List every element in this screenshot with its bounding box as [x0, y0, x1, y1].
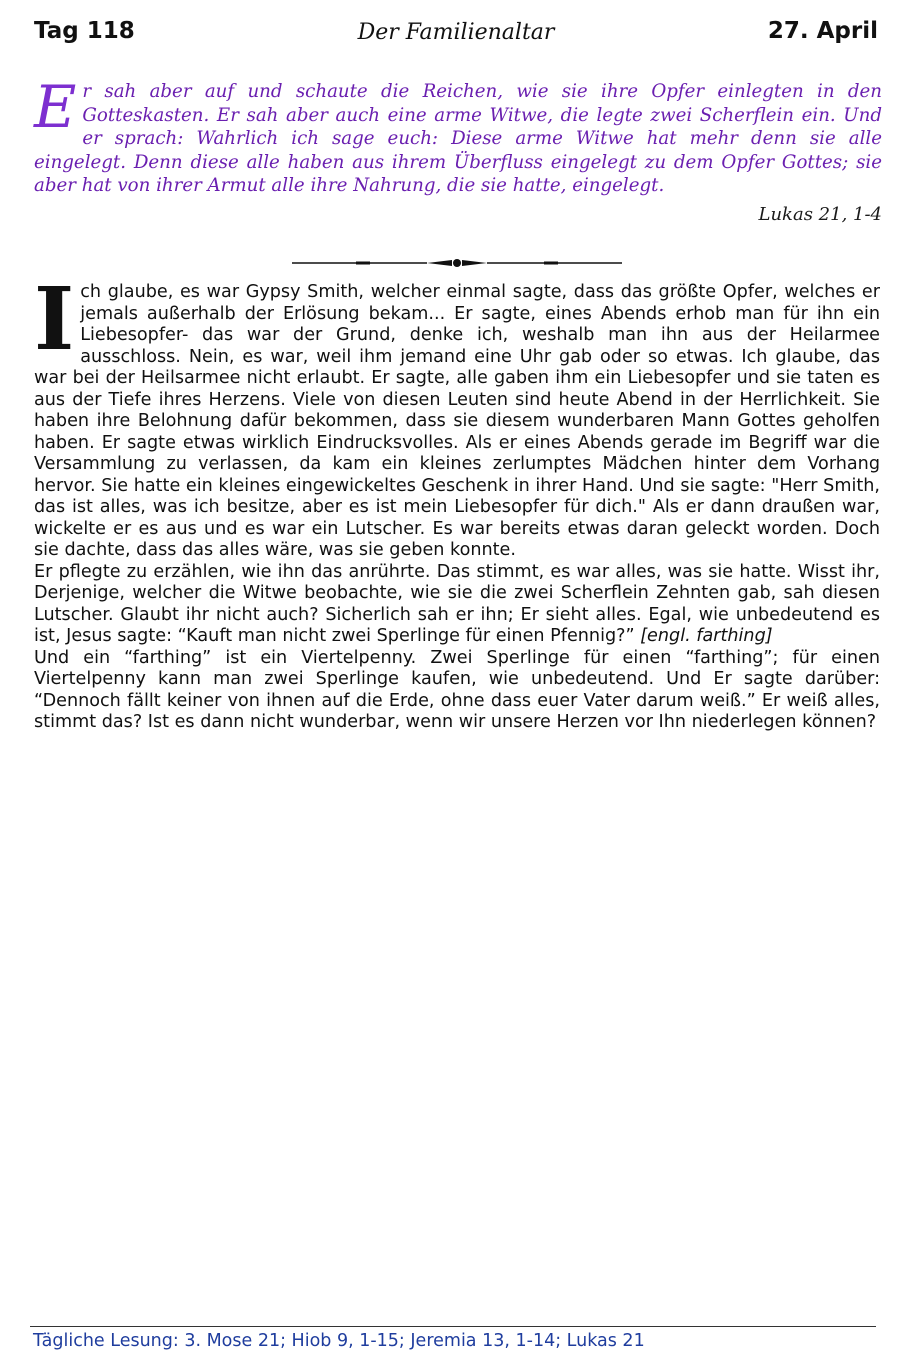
- date-label: 27. April: [767, 18, 878, 44]
- footer-divider: [30, 1326, 876, 1327]
- paragraph-2-text: Er pflegte zu erzählen, wie ihn das anrührte. Das stimmt, es war alles, was sie hatte. Wisst ihr, Derjenige, welcher die Witwe beobachte, wie sie die zwei Scherflein Zehnten gab, sah diesen Lutscher. Glaubt ihr nicht auch? Sicherlich sah er ihn; Er sieht alles. Egal, wie unbedeutend es ist, Jesus sagte: “Kauft man nicht zwei Sperlinge für einen Pfennig?”: [34, 561, 880, 646]
- paragraph-1-text: ch glaube, es war Gypsy Smith, welcher einmal sagte, dass das größte Opfer, welches er jemals außerhalb der Erlösung bekam... Er sagte, eines Abends erhob man für ihn ein Liebesopfer- das war der Grund, denke ich, weshalb man ihn aus der Heilarmee ausschloss. Nein, es war, weil ihm jemand eine Uhr gab oder so etwas. Ich glaube, das war bei der Heilsarmee nicht erlaubt. Er sagte, alle gaben ihm ein Liebesopfer und sie taten es aus der Tiefe ihres Herzens. Viele von diesen Leuten sind heute Abend in der Herrlichkeit. Sie haben ihre Belohnung dafür bekommen, dass sie diesem wunderbaren Mann Gottes geholfen haben. Er sagte etwas wirklich Eindrucksvolles. Als er eines Abends gerade im Begriff war die Versammlung zu verlassen, da kam ein kleines zerlumptes Mädchen hinter dem Vorhang hervor. Sie hatte ein kleines eingewickeltes Geschenk in ihrer Hand. Und sie sagte: "Herr Smith, das ist alles, was ich besitze, aber es ist mein Liebesopfer für dich." Als er dann draußen war, wickelte er es aus und es war ein Lutscher. Es war bereits etwas daran geleckt worden. Doch sie dachte, dass das alles wäre, was sie geben konnte.: [34, 282, 880, 560]
- scripture-reference: Lukas 21, 1-4: [758, 203, 882, 225]
- day-label: Tag 118: [34, 18, 135, 44]
- verse-dropcap: E: [34, 73, 77, 141]
- scripture-text: r sah aber auf und schaute die Reichen, wie sie ihre Opfer einlegten in den Gotteskasten. Er sah aber auch eine arme Witwe, die legte zwei Scherflein ein. Und er sprach: Wahrlich ich sage euch: Diese arme Witwe hat mehr denn sie alle eingelegt. Denn diese alle haben aus ihrem Überfluss eingelegt zu dem Opfer Gottes; sie aber hat von ihrer Armut alle ihre Nahrung, die sie hatte, eingelegt.: [34, 81, 882, 196]
- book-title: Der Familienaltar: [357, 20, 555, 45]
- translation-note: [engl. farthing]: [640, 626, 773, 646]
- paragraph-1: [34, 269, 880, 562]
- paragraph-2: [34, 562, 880, 648]
- devotional-text: [34, 269, 880, 734]
- body-dropcap: I: [34, 269, 75, 370]
- page-header: [34, 14, 878, 54]
- paragraph-3: Und ein “farthing” ist ein Viertelpenny. Zwei Sperlinge für einen “farthing”; für einen Viertelpenny kann man zwei Sperlinge kaufen, wie unbedeutend. Und Er sagte darüber: “Dennoch fällt keiner von ihnen auf die Erde, ohne dass euer Vater darum weiß.” Er weiß alles, stimmt das? Ist es dann nicht wunderbar, wenn wir unsere Herzen vor Ihn niederlegen können?: [34, 647, 880, 732]
- scripture-block: [34, 73, 882, 225]
- ornamental-divider-icon: [292, 255, 622, 271]
- daily-reading: Tägliche Lesung: 3. Mose 21; Hiob 9, 1-15; Jeremia 13, 1-14; Lukas 21: [33, 1331, 645, 1351]
